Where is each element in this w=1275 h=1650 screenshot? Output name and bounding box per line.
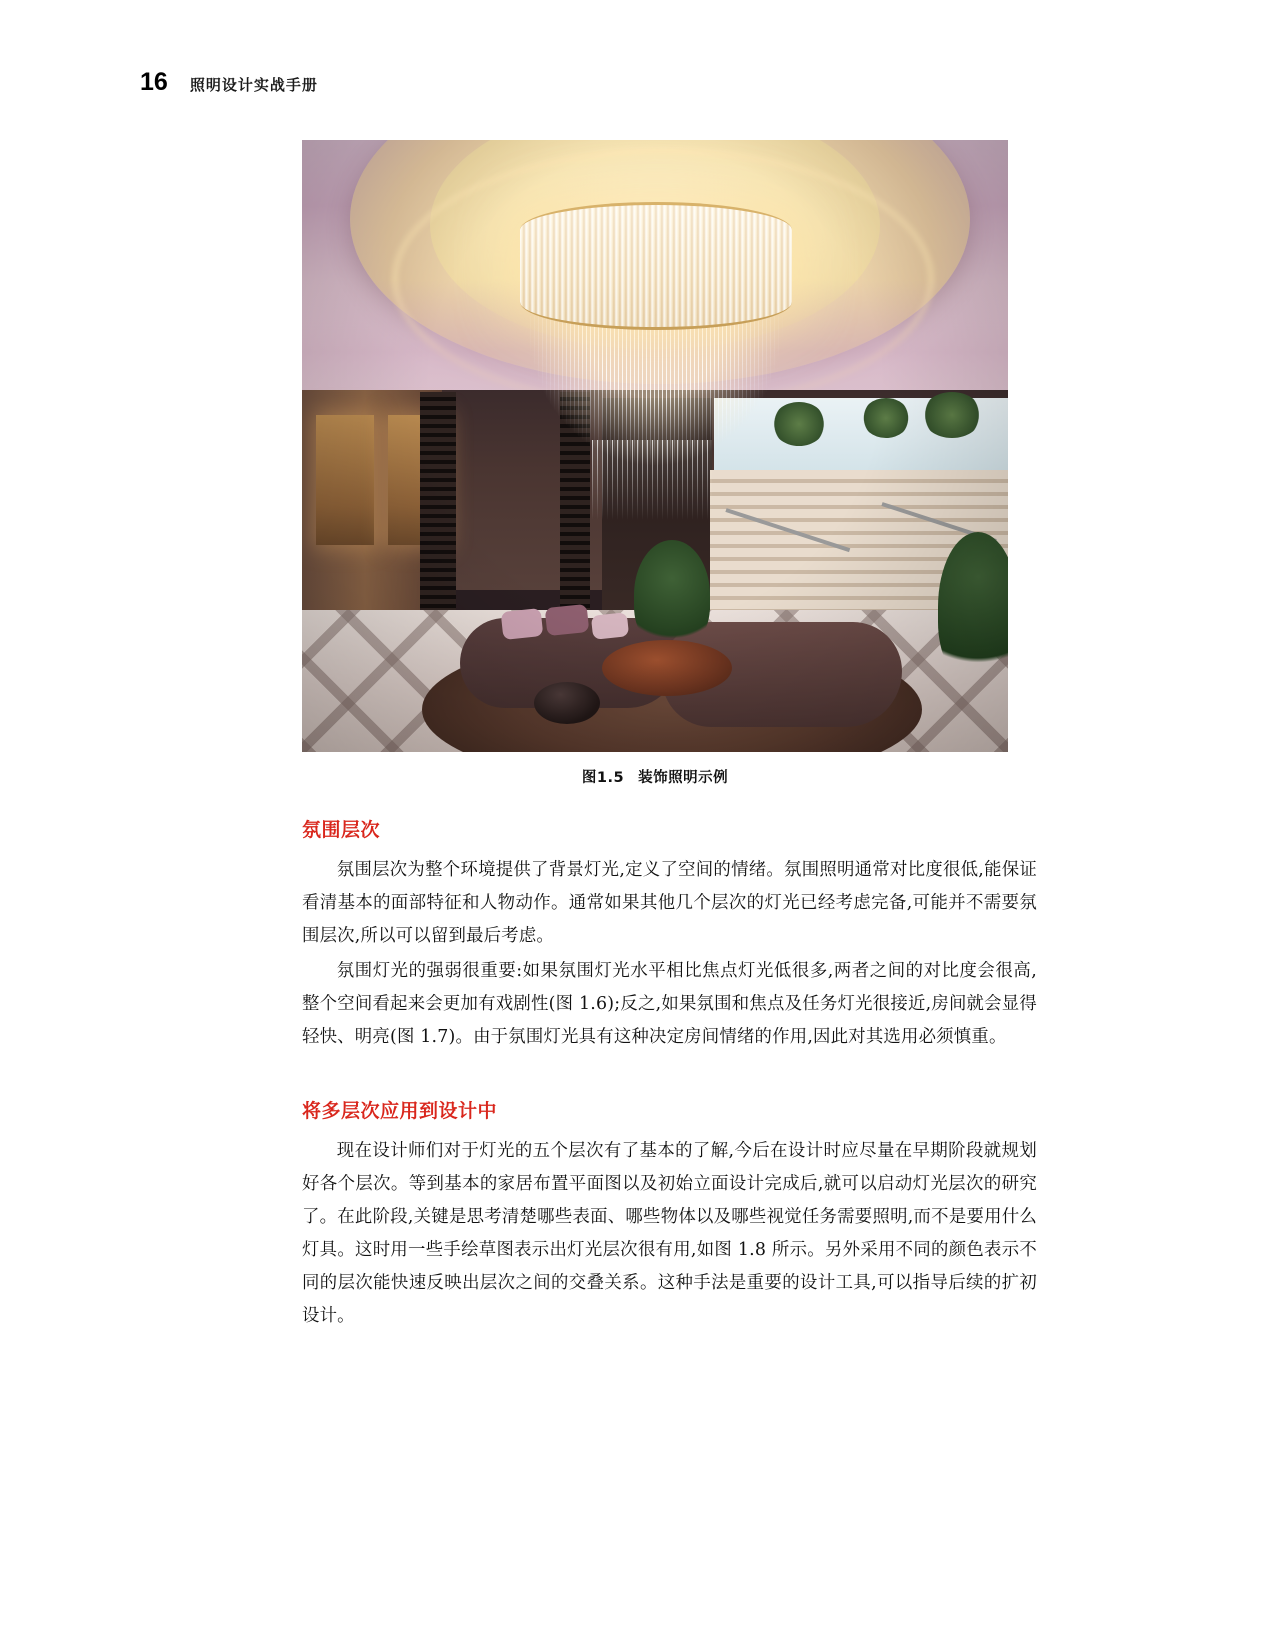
figure-1-5 bbox=[302, 140, 1008, 787]
paragraph: 氛围层次为整个环境提供了背景灯光,定义了空间的情绪。氛围照明通常对比度很低,能保证看清基本的面部特征和人物动作。通常如果其他几个层次的灯光已经考虑完备,可能并不需要氛围层次,所以可以留到最后考虑。 bbox=[302, 860, 1037, 946]
body-content bbox=[302, 815, 1037, 1335]
figure-caption bbox=[302, 766, 1008, 787]
section-heading-ambient: 氛围层次 bbox=[302, 819, 381, 841]
page-header bbox=[140, 68, 318, 97]
running-head: 照明设计实战手册 bbox=[189, 76, 318, 94]
page-number: 16 bbox=[140, 68, 168, 96]
paragraph: 氛围灯光的强弱很重要:如果氛围灯光水平相比焦点灯光低很多,两者之间的对比度会很高,整个空间看起来会更加有戏剧性(图 1.6);反之,如果氛围和焦点及任务灯光很接近,房间就会显得轻快、明亮(图 1.7)。由于氛围灯光具有这种决定房间情绪的作用,因此对其选用必须慎重。 bbox=[302, 961, 1037, 1047]
paragraph: 现在设计师们对于灯光的五个层次有了基本的了解,今后在设计时应尽量在早期阶段就规划好各个层次。等到基本的家居布置平面图以及初始立面设计完成后,就可以启动灯光层次的研究了。在此阶段,关键是思考清楚哪些表面、哪些物体以及哪些视觉任务需要照明,而不是要用什么灯具。这时用一些手绘草图表示出灯光层次很有用,如图 1.8 所示。另外采用不同的颜色表示不同的层次能快速反映出层次之间的交叠关系。这种手法是重要的设计工具,可以指导后续的扩初设计。 bbox=[302, 1141, 1037, 1326]
figure-caption-number: 图1.5 bbox=[581, 770, 625, 786]
section-heading-apply-layers: 将多层次应用到设计中 bbox=[302, 1100, 498, 1122]
lobby-scene-illustration bbox=[302, 140, 1008, 752]
figure-caption-text: 装饰照明示例 bbox=[638, 770, 729, 786]
image-vignette bbox=[302, 140, 1008, 752]
figure-image-lobby bbox=[302, 140, 1008, 752]
